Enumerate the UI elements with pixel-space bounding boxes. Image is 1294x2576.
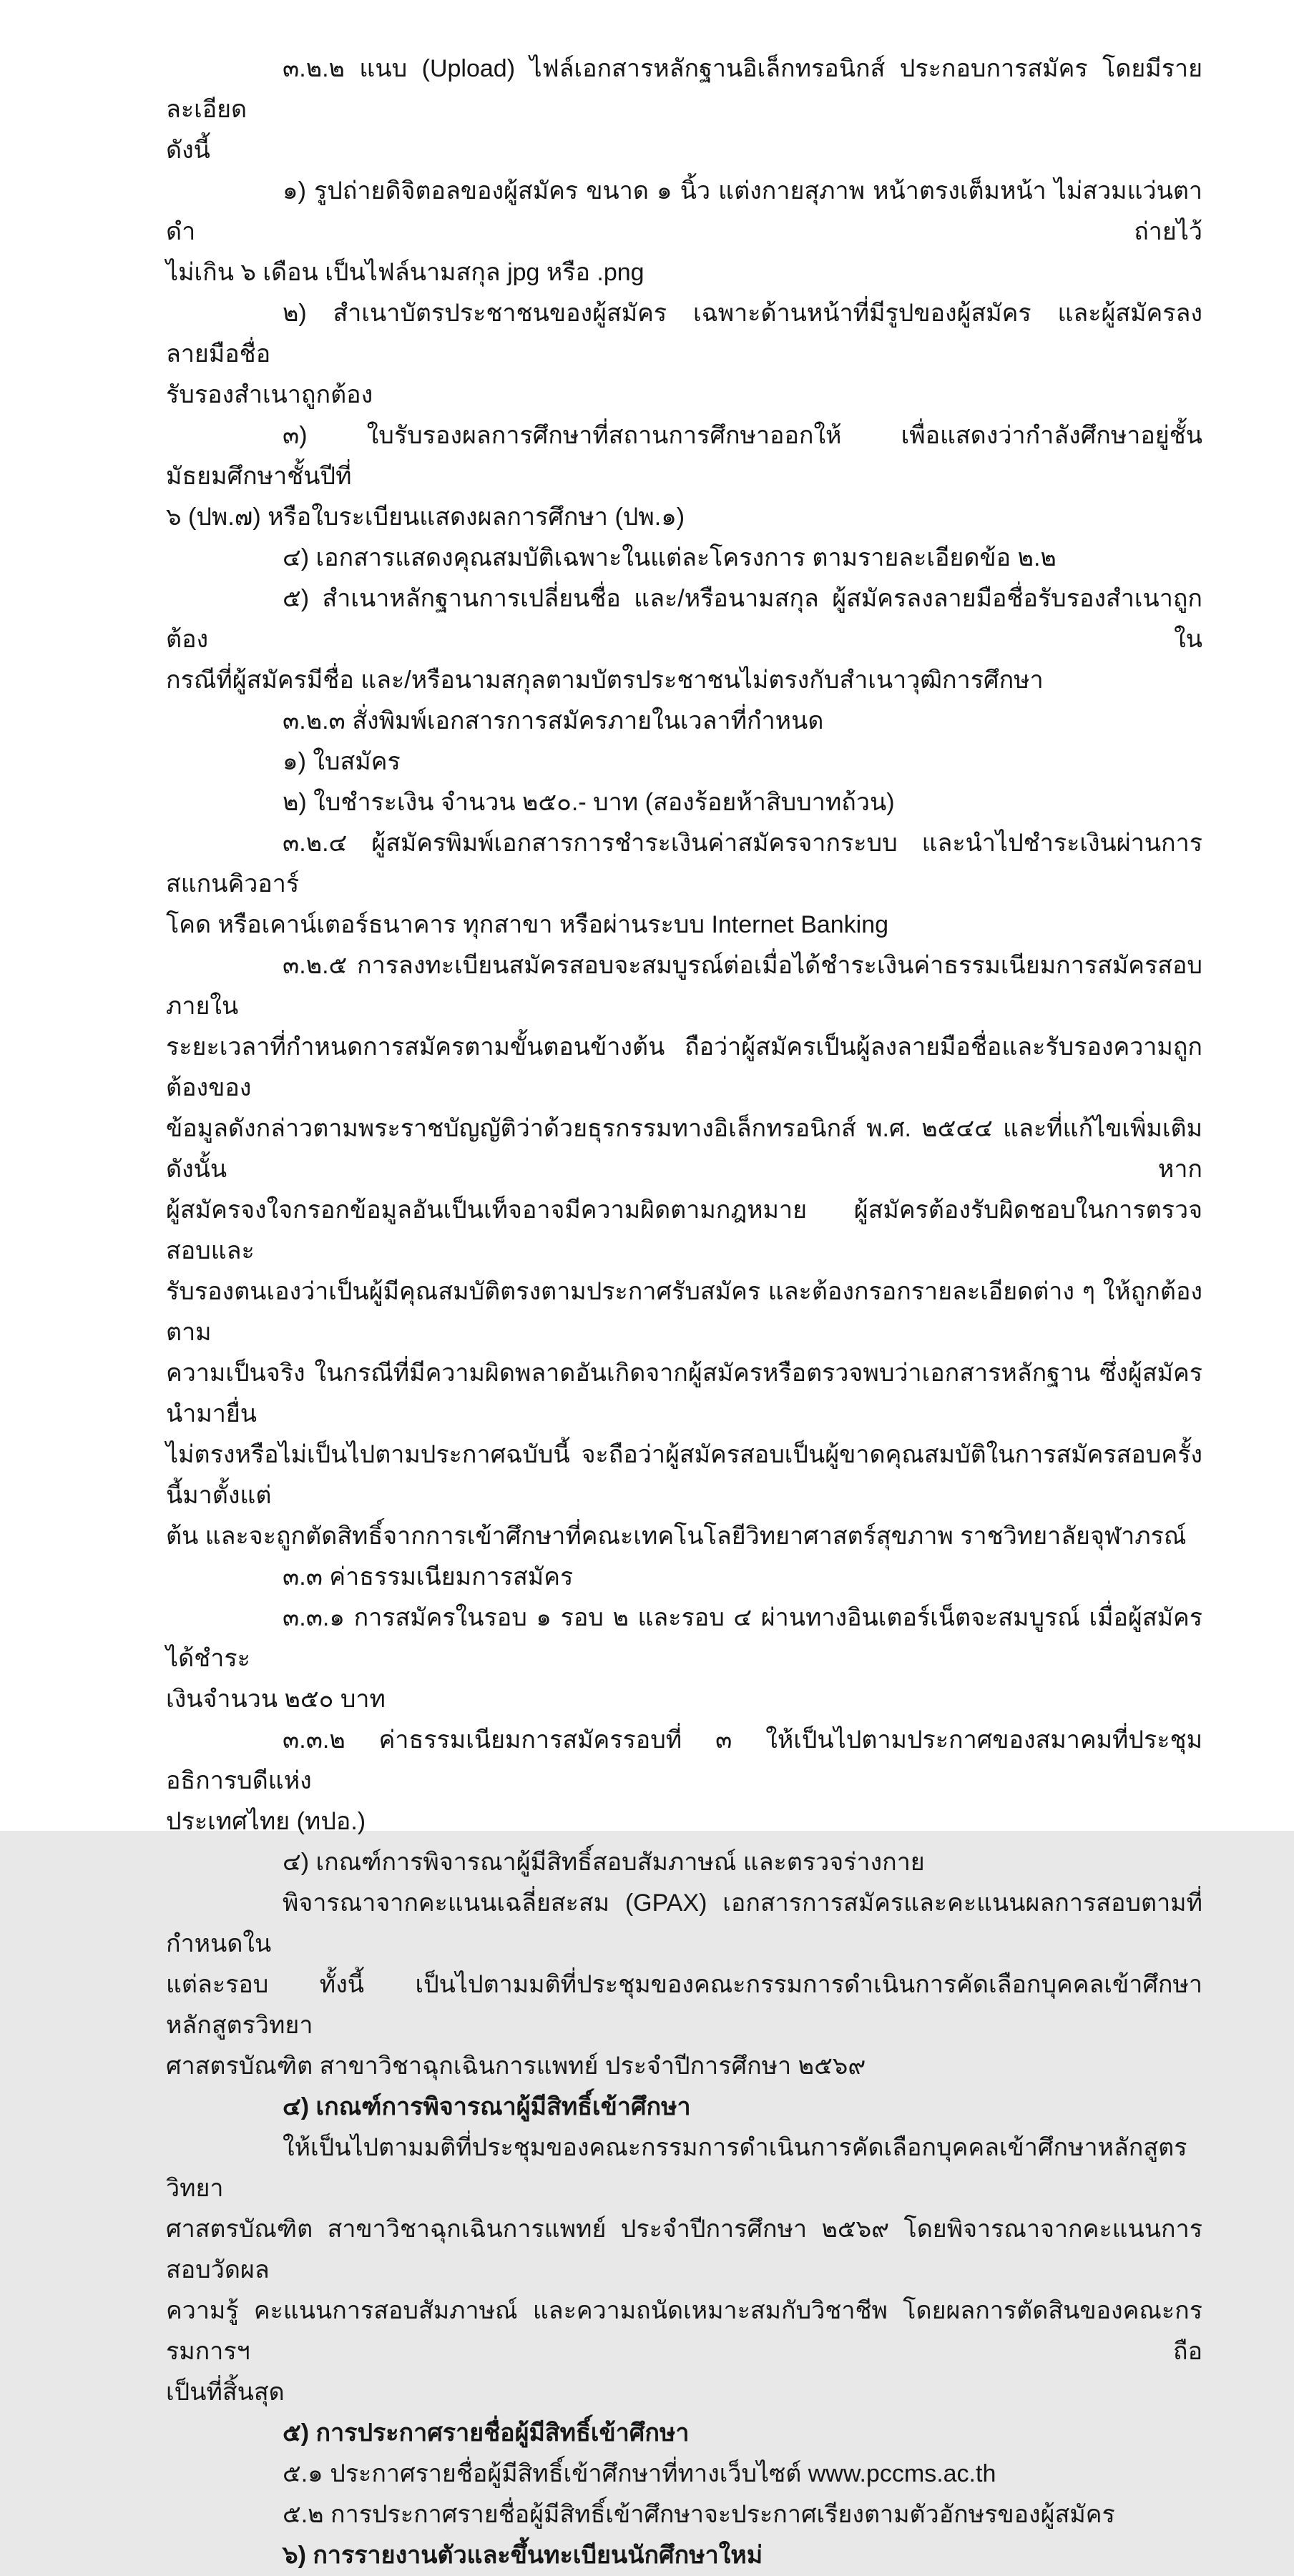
text-line: ๖ (ปพ.๗) หรือใบระเบียนแสดงผลการศึกษา (ปพ.๑) bbox=[166, 503, 685, 531]
text-line: ความเป็นจริง ในกรณีที่มีความผิดพลาดอันเกิดจากผู้สมัครหรือตรวจพบว่าเอกสารหลักฐาน ซึ่งผู้สมัครนำมายื่น bbox=[166, 1360, 1202, 1427]
text-line: ๓.๓ ค่าธรรมเนียมการสมัคร bbox=[283, 1563, 574, 1591]
text-line: ไม่ตรงหรือไม่เป็นไปตามประกาศฉบับนี้ จะถือว่าผู้สมัครสอบเป็นผู้ขาดคุณสมบัติในการสมัครสอบครั้งนี้มาตั้งแต่ bbox=[166, 1441, 1202, 1509]
text-line: ๓.๒.๕ การลงทะเบียนสมัครสอบจะสมบูรณ์ต่อเมื่อได้ชำระเงินค่าธรรมเนียมการสมัครสอบภายใน bbox=[166, 952, 1202, 1020]
section-heading: ๕) การประกาศรายชื่อผู้มีสิทธิ์เข้าศึกษา bbox=[283, 2419, 690, 2447]
text-line: ข้อมูลดังกล่าวตามพระราชบัญญัติว่าด้วยธุรกรรมทางอิเล็กทรอนิกส์ พ.ศ. ๒๕๔๔ และที่แก้ไขเพิ่มเติม ดังนั้น หาก bbox=[166, 1115, 1202, 1183]
text-line: ดังนี้ bbox=[166, 137, 210, 164]
text-line: ๓.๒.๒ แนบ (Upload) ไฟล์เอกสารหลักฐานอิเล็กทรอนิกส์ ประกอบการสมัคร โดยมีรายละเอียด bbox=[166, 55, 1202, 123]
text-line: รับรองตนเองว่าเป็นผู้มีคุณสมบัติตรงตามประกาศรับสมัคร และต้องกรอกรายละเอียดต่าง ๆ ให้ถูกต้องตาม bbox=[166, 1278, 1202, 1346]
text-line: ๔) เกณฑ์การพิจารณาผู้มีสิทธิ์สอบสัมภาษณ์ และตรวจร่างกาย bbox=[283, 1849, 925, 1876]
text-line: ๓.๓.๒ ค่าธรรมเนียมการสมัครรอบที่ ๓ ให้เป็นไปตามประกาศของสมาคมที่ประชุมอธิการบดีแห่ง bbox=[166, 1726, 1202, 1794]
text-line: ผู้สมัครจงใจกรอกข้อมูลอันเป็นเท็จอาจมีความผิดตามกฎหมาย ผู้สมัครต้องรับผิดชอบในการตรวจสอบและ bbox=[166, 1196, 1202, 1264]
text-line: ๒) ใบชำระเงิน จำนวน ๒๕๐.- บาท (สองร้อยห้าสิบบาทถ้วน) bbox=[283, 789, 895, 816]
text-line: ๑) ใบสมัคร bbox=[283, 748, 401, 775]
text-line: ต้น และจะถูกตัดสิทธิ์จากการเข้าศึกษาที่คณะเทคโนโลยีวิทยาศาสตร์สุขภาพ ราชวิทยาลัยจุฬาภรณ์ bbox=[166, 1523, 1187, 1550]
text-line: ๒) สำเนาบัตรประชาชนของผู้สมัคร เฉพาะด้านหน้าที่มีรูปของผู้สมัคร และผู้สมัครลงลายมือชื่อ bbox=[166, 300, 1202, 368]
text-line: ความรู้ คะแนนการสอบสัมภาษณ์ และความถนัดเหมาะสมกับวิชาชีพ โดยผลการตัดสินของคณะกรรมการฯ ถือ bbox=[166, 2297, 1202, 2365]
text-line: โคด หรือเคาน์เตอร์ธนาคาร ทุกสาขา หรือผ่านระบบ Internet Banking bbox=[166, 911, 889, 938]
text-line: ๔) เอกสารแสดงคุณสมบัติเฉพาะในแต่ละโครงการ ตามรายละเอียดข้อ ๒.๒ bbox=[283, 544, 1057, 571]
text-line: ศาสตรบัณฑิต สาขาวิชาฉุกเฉินการแพทย์ ประจำปีการศึกษา ๒๕๖๙ โดยพิจารณาจากคะแนนการสอบวัดผล bbox=[166, 2216, 1202, 2284]
section-heading: ๔) เกณฑ์การพิจารณาผู้มีสิทธิ์เข้าศึกษา bbox=[283, 2093, 691, 2120]
text-line: ๓) ใบรับรองผลการศึกษาที่สถานการศึกษาออกให้ เพื่อแสดงว่ากำลังศึกษาอยู่ชั้นมัธยมศึกษาชั้นปีที่ bbox=[166, 422, 1202, 490]
text-line: พิจารณาจากคะแนนเฉลี่ยสะสม (GPAX) เอกสารการสมัครและคะแนนผลการสอบตามที่กำหนดใน bbox=[166, 1889, 1202, 1957]
text-line: ให้เป็นไปตามมติที่ประชุมของคณะกรรมการดำเนินการคัดเลือกบุคคลเข้าศึกษาหลักสูตรวิทยา bbox=[166, 2134, 1187, 2202]
section-heading: ๖) การรายงานตัวและขึ้นทะเบียนนักศึกษาใหม่ bbox=[283, 2542, 763, 2569]
text-line: ๕) สำเนาหลักฐานการเปลี่ยนชื่อ และ/หรือนามสกุล ผู้สมัครลงลายมือชื่อรับรองสำเนาถูกต้อง ใน bbox=[166, 585, 1202, 653]
text-line: ไม่เกิน ๖ เดือน เป็นไฟล์นามสกุล jpg หรือ .png bbox=[166, 259, 644, 286]
text-line: แต่ละรอบ ทั้งนี้ เป็นไปตามมติที่ประชุมของคณะกรรมการดำเนินการคัดเลือกบุคคลเข้าศึกษา หลักสูตรวิทยา bbox=[166, 1971, 1202, 2039]
text-line: ๕.๑ ประกาศรายชื่อผู้มีสิทธิ์เข้าศึกษาที่ทางเว็บไซต์ www.pccms.ac.th bbox=[283, 2460, 996, 2487]
text-line: รับรองสำเนาถูกต้อง bbox=[166, 381, 373, 408]
text-line: กรณีที่ผู้สมัครมีชื่อ และ/หรือนามสกุลตามบัตรประชาชนไม่ตรงกับสำเนาวุฒิการศึกษา bbox=[166, 667, 1044, 694]
text-line: ๑) รูปถ่ายดิจิตอลของผู้สมัคร ขนาด ๑ นิ้ว แต่งกายสุภาพ หน้าตรงเต็มหน้า ไม่สวมแว่นตาดำ ถ่ายไว้ bbox=[166, 177, 1202, 245]
text-line: ศาสตรบัณฑิต สาขาวิชาฉุกเฉินการแพทย์ ประจำปีการศึกษา ๒๕๖๙ bbox=[166, 2053, 866, 2080]
text-line: เงินจำนวน ๒๕๐ บาท bbox=[166, 1686, 386, 1713]
text-line: ๓.๒.๓ สั่งพิมพ์เอกสารการสมัครภายในเวลาที่กำหนด bbox=[283, 707, 824, 734]
text-line: ระยะเวลาที่กำหนดการสมัครตามขั้นตอนข้างต้น ถือว่าผู้สมัครเป็นผู้ลงลายมือชื่อและรับรองความถูกต้องของ bbox=[166, 1033, 1202, 1101]
text-line: ประเทศไทย (ทปอ.) bbox=[166, 1808, 366, 1835]
text-line: เป็นที่สิ้นสุด bbox=[166, 2379, 285, 2406]
text-line: ๓.๓.๑ การสมัครในรอบ ๑ รอบ ๒ และรอบ ๔ ผ่านทางอินเตอร์เน็ตจะสมบูรณ์ เมื่อผู้สมัครได้ชำระ bbox=[166, 1604, 1202, 1672]
text-line: ๓.๒.๔ ผู้สมัครพิมพ์เอกสารการชำระเงินค่าสมัครจากระบบ และนำไปชำระเงินผ่านการสแกนคิวอาร์ bbox=[166, 830, 1202, 898]
text-line: ๕.๒ การประกาศรายชื่อผู้มีสิทธิ์เข้าศึกษาจะประกาศเรียงตามตัวอักษรของผู้สมัคร bbox=[283, 2501, 1115, 2528]
